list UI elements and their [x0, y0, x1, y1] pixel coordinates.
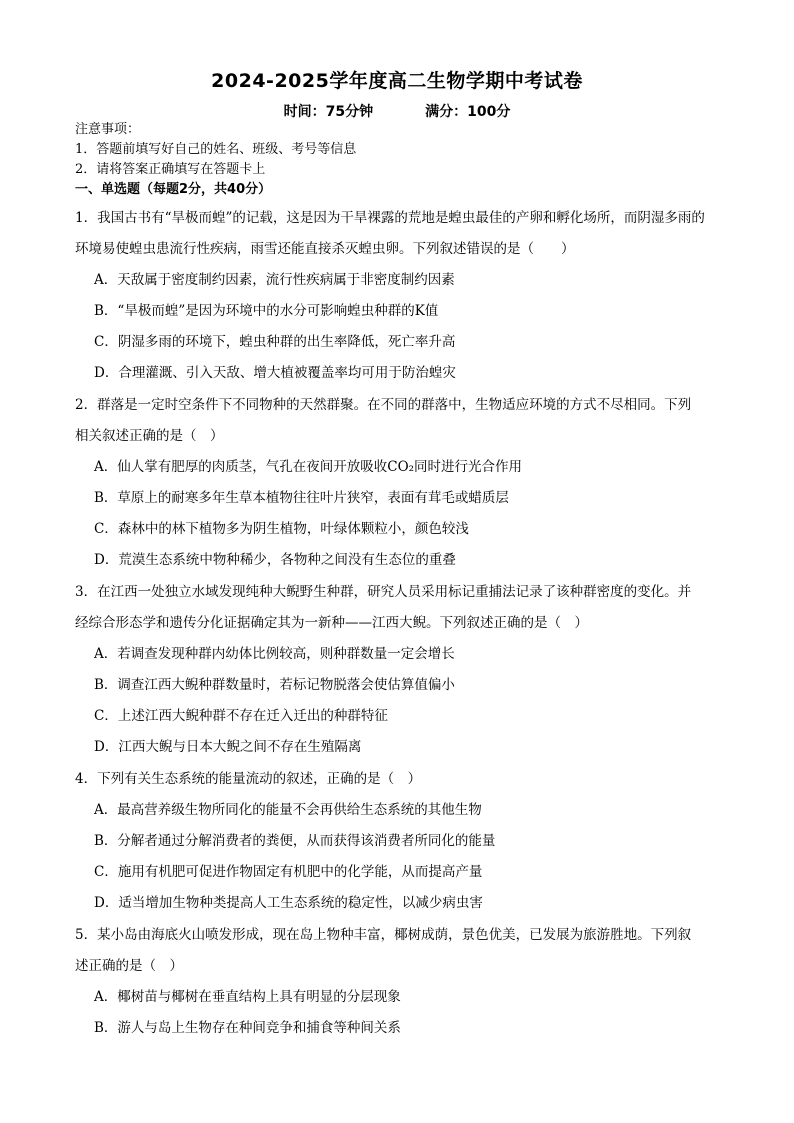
question-option: D．江西大鲵与日本大鲵之间不存在生殖隔离	[94, 739, 362, 755]
question-stem-line: 相关叙述正确的是（ ）	[75, 428, 224, 444]
section-heading: 一、单选题（每题2分，共40分）	[75, 182, 272, 197]
question-stem-line: 1．我国古书有“旱极而蝗”的记载，这是因为干旱裸露的荒地是蝗虫最佳的产卵和孵化场所，而阴湿多雨的	[75, 210, 705, 226]
question-option: B．分解者通过分解消费者的粪便，从而获得该消费者所同化的能量	[94, 833, 496, 849]
notice-heading: 注意事项：	[75, 122, 141, 137]
question-stem-line: 经综合形态学和遗传分化证据确定其为一新种——江西大鲵。下列叙述正确的是（ ）	[75, 615, 588, 631]
question-stem-line: 4．下列有关生态系统的能量流动的叙述，正确的是（ ）	[75, 771, 422, 787]
question-option: A．椰树苗与椰树在垂直结构上具有明显的分层现象	[94, 989, 401, 1005]
question-option: A．若调查发现种群内幼体比例较高，则种群数量一定会增长	[94, 646, 455, 662]
question-option: A．仙人掌有肥厚的肉质茎，气孔在夜间开放吸收CO₂同时进行光合作用	[94, 459, 523, 475]
exam-info	[0, 101, 794, 121]
notice-item: 2．请将答案正确填写在答题卡上	[75, 162, 266, 177]
question-option: C．森林中的林下植物多为阴生植物，叶绿体颗粒小，颜色较浅	[94, 521, 469, 537]
question-stem-line: 5．某小岛由海底火山喷发形成，现在岛上物种丰富，椰树成荫，景色优美，已发展为旅游胜地。下列叙	[75, 927, 692, 943]
question-option: C．上述江西大鲵种群不存在迁入迁出的种群特征	[94, 708, 388, 724]
question-stem-line: 2．群落是一定时空条件下不同物种的天然群聚。在不同的群落中，生物适应环境的方式不尽相同。下列	[75, 397, 692, 413]
question-option: B．“旱极而蝗”是因为环境中的水分可影响蝗虫种群的K值	[94, 303, 439, 319]
question-option: A．天敌属于密度制约因素，流行性疾病属于非密度制约因素	[94, 272, 455, 288]
question-option: D．适当增加生物种类提高人工生态系统的稳定性，以减少病虫害	[94, 895, 483, 911]
question-option: C．阴湿多雨的环境下，蝗虫种群的出生率降低，死亡率升高	[94, 334, 456, 350]
notice-item: 1．答题前填写好自己的姓名、班级、考号等信息	[75, 142, 357, 157]
question-stem-line: 述正确的是（ ）	[75, 958, 183, 974]
exam-time: 时间：75分钟	[283, 104, 374, 120]
exam-title: 2024-2025学年度高二生物学期中考试卷	[211, 70, 583, 92]
question-stem-line: 环境易使蝗虫患流行性疾病，雨雪还能直接杀灭蝗虫卵。下列叙述错误的是（ ）	[75, 241, 575, 257]
question-option: B．游人与岛上生物存在种间竞争和捕食等种间关系	[94, 1020, 401, 1036]
question-option: A．最高营养级生物所同化的能量不会再供给生态系统的其他生物	[94, 802, 482, 818]
question-option: B．草原上的耐寒多年生草本植物往往叶片狭窄，表面有茸毛或蜡质层	[94, 490, 509, 506]
question-option: B．调查江西大鲵种群数量时，若标记物脱落会使估算值偏小	[94, 677, 455, 693]
question-option: D．荒漠生态系统中物种稀少，各物种之间没有生态位的重叠	[94, 552, 456, 568]
question-option: D．合理灌溉、引入天敌、增大植被覆盖率均可用于防治蝗灾	[94, 365, 456, 381]
question-option: C．施用有机肥可促进作物固定有机肥中的化学能，从而提高产量	[94, 864, 483, 880]
question-stem-line: 3．在江西一处独立水域发现纯种大鲵野生种群，研究人员采用标记重捕法记录了该种群密度的变化。并	[75, 584, 692, 600]
exam-score: 满分：100分	[425, 104, 511, 120]
